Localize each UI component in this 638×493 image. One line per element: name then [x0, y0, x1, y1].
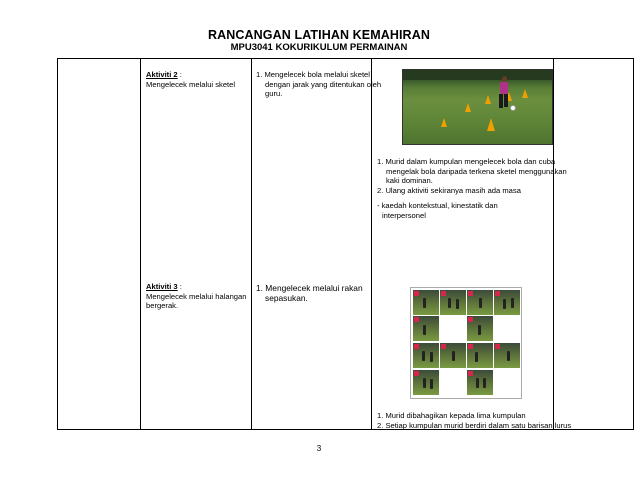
column-divider	[251, 59, 252, 429]
activity-2-title: Aktiviti 2 : Mengelecek melalui sketel	[146, 70, 236, 89]
dribbling-sequence-grid	[410, 287, 522, 399]
lesson-table	[57, 58, 634, 430]
activity-2-notes: 1. Murid dalam kumpulan mengelecek bola dan cuba mengelak bola daripada terkena sketel menggunakan kaki dominan. 2. Ulang aktiviti sekiranya masih ada masa - kaedah kontekstual, kinestatik dan interpersonel	[377, 157, 567, 220]
column-divider	[371, 59, 372, 429]
page-title: RANCANGAN LATIHAN KEMAHIRAN	[208, 28, 430, 42]
activity-2-step: 1. Mengelecek bola melalui sketel dengan jarak yang ditentukan oleh guru.	[256, 70, 382, 99]
column-divider	[553, 59, 554, 429]
dribbling-cones-photo	[402, 69, 553, 145]
activity-3-title: Aktiviti 3 : Mengelecek melalui halangan bergerak.	[146, 282, 247, 311]
activity-3-notes: 1. Murid dibahagikan kepada lima kumpulan 2. Setiap kumpulan murid berdiri dalam satu barisan lurus	[377, 411, 572, 430]
page-subtitle: MPU3041 KOKURIKULUM PERMAINAN	[230, 42, 408, 53]
column-divider	[140, 59, 141, 429]
page-number: 3	[316, 444, 322, 453]
activity-3-step: 1. Mengelecek melalui rakan sepasukan.	[256, 283, 363, 304]
